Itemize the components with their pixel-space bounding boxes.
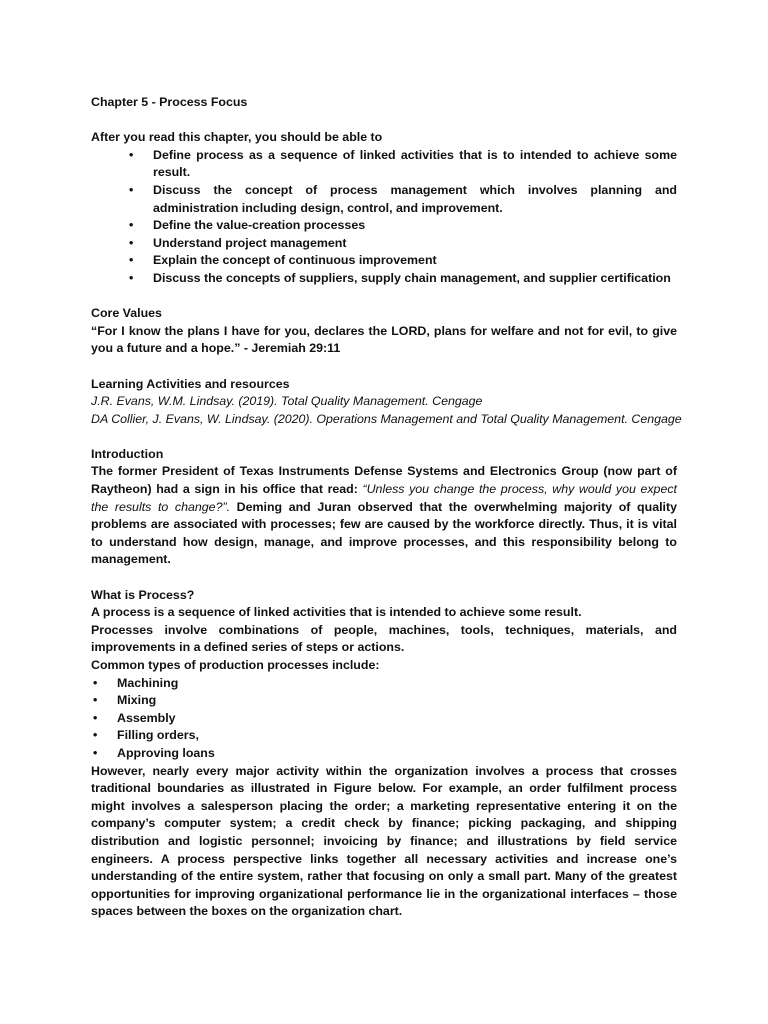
process-combinations: Processes involve combinations of people, machines, tools, techniques, materials, and improvements in a defined series of steps or actions. — [91, 622, 677, 655]
objectives-list — [91, 147, 677, 288]
objective-item: • Understand project management — [91, 235, 677, 253]
reference-item: DA Collier, J. Evans, W. Lindsay. (2020). Operations Management and Total Quality Management. Cengage — [91, 411, 682, 426]
types-heading: Common types of production processes include: — [91, 658, 380, 672]
objective-item: • Explain the concept of continuous improvement — [91, 252, 677, 270]
reference-item: J.R. Evans, W.M. Lindsay. (2019). Total Quality Management. Cengage — [91, 394, 483, 409]
bullet-icon: • — [129, 235, 134, 250]
process-paragraph: However, nearly every major activity within the organization involves a process that crosses traditional boundaries as illustrated in Figure below. For example, an order fulfilment process might involves a salesperson placing the order; a marketing representative entering it on the company’s computer system; a credit check by finance; picking packaging, and shipping distribution and logistic personnel; invoicing by finance; and illustrations by field service engineers. A process perspective links together all necessary activities and increase one’s understanding of the entire system, rather that focusing on only a small part. Many of the greatest opportunities for improving organizational performance lie in the organizational interfaces – those spaces between the boxes on the organization chart. — [91, 763, 677, 919]
core-values-heading: Core Values — [91, 306, 162, 321]
process-type-item: • Mixing — [91, 692, 677, 710]
bullet-icon: • — [93, 745, 98, 760]
process-definition: A process is a sequence of linked activities that is intended to achieve some result. — [91, 605, 582, 620]
process-type-item: • Machining — [91, 675, 677, 693]
process-type-item: • Assembly — [91, 710, 677, 728]
document-body — [91, 94, 682, 921]
introduction-quote: “Unless you change the process, why would you expect the results to change?”. — [91, 482, 677, 514]
bullet-icon: • — [129, 218, 134, 233]
bullet-icon: • — [129, 147, 134, 162]
process-type-item: • Filling orders, — [91, 727, 677, 745]
core-values-quote: “For I know the plans I have for you, declares the LORD, plans for welfare and not for evil, to give you a future and a hope.” - Jeremiah 29:11 — [91, 323, 677, 356]
objective-item: • Define process as a sequence of linked activities that is to intended to achieve some result. — [129, 147, 677, 180]
bullet-icon: • — [93, 728, 98, 743]
objective-item: • Discuss the concepts of suppliers, supply chain management, and supplier certification — [91, 270, 677, 288]
process-types-list — [91, 675, 677, 763]
bullet-icon: • — [129, 270, 134, 285]
objective-item: • Discuss the concept of process management which involves planning and administration including design, control, and improvement. — [129, 182, 677, 215]
bullet-icon: • — [93, 710, 98, 725]
chapter-title: Chapter 5 - Process Focus — [91, 95, 248, 109]
bullet-icon: • — [93, 675, 98, 690]
introduction-heading: Introduction — [91, 446, 164, 461]
bullet-icon: • — [129, 182, 134, 197]
what-is-process-heading: What is Process? — [91, 587, 195, 602]
learning-heading: Learning Activities and resources — [91, 376, 290, 391]
process-type-item: • Approving loans — [91, 745, 677, 763]
bullet-icon: • — [129, 253, 134, 268]
introduction-paragraph: The former President of Texas Instruments Defense Systems and Electronics Group (now part of Raytheon) had a sign in his office that read: “Unless you change the process, why would you expect the results to change?”. Deming and Juran observed that the overwhelming majority of quality problems are associated with processes; few are caused by the workforce directly. Thus, it is vital to understand how design, manage, and improve processes, and this responsibility belong to management. — [91, 464, 677, 567]
bullet-icon: • — [93, 693, 98, 708]
objectives-heading: After you read this chapter, you should be able to — [91, 130, 383, 145]
objective-item: • Define the value-creation processes — [91, 217, 677, 235]
